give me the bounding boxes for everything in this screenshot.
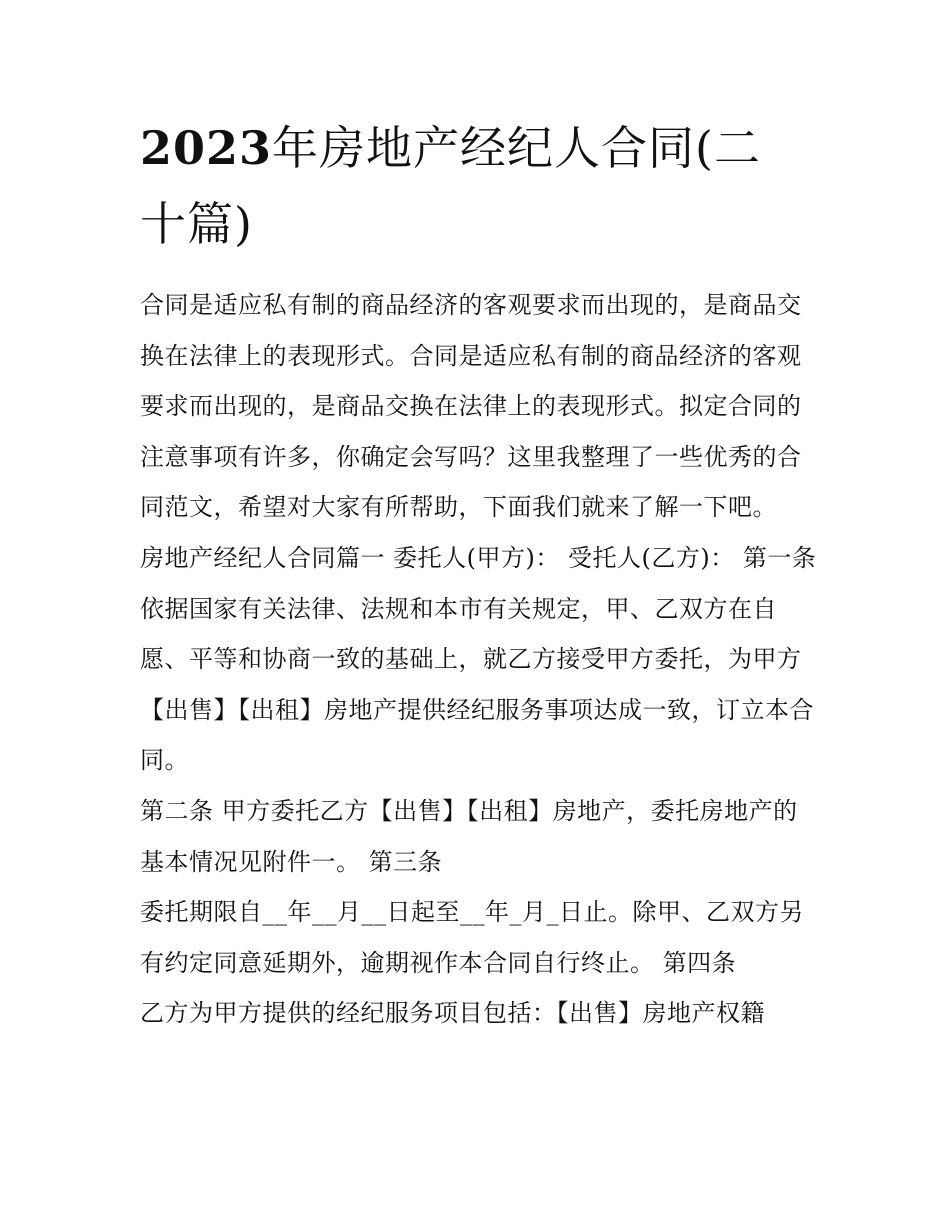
paragraph-intro: 合同是适应私有制的商品经济的客观要求而出现的，是商品交换在法律上的表现形式。合同是适应私有制的商品经济的客观要求而出现的，是商品交换在法律上的表现形式。拟定合同的注意事项有许多，你确定会写吗？这里我整理了一些优秀的合同范文，希望对大家有所帮助，下面我们就来了解一下吧。 (140, 291, 802, 522)
document-page (140, 110, 820, 1039)
paragraph-article-2: 第二条 甲方委托乙方【出售】【出租】房地产，委托房地产的基本情况见附件一。 第三条 (140, 796, 798, 876)
paragraph-parties: 房地产经纪人合同篇一 委托人(甲方)： 受托人(乙方)： 第一条 (140, 543, 817, 572)
paragraph-article-4: 乙方为甲方提供的经纪服务项目包括：【出售】房地产权籍 (140, 999, 765, 1028)
paragraph-article-3: 委托期限自__年__月__日起至__年_月_日止。除甲、乙双方另有约定同意延期外，逾期视作本合同自行终止。 第四条 (140, 898, 804, 977)
document-title (140, 110, 820, 262)
paragraph-article-1: 依据国家有关法律、法规和本市有关规定，甲、乙双方在自愿、平等和协商一致的基础上，就乙方接受甲方委托，为甲方【出售】【出租】房地产提供经纪服务事项达成一致，订立本合同。 (140, 594, 814, 775)
document-title-line2: 十篇) (140, 197, 253, 251)
document-title-line1: 2023年房地产经纪人合同(二 (140, 121, 761, 175)
